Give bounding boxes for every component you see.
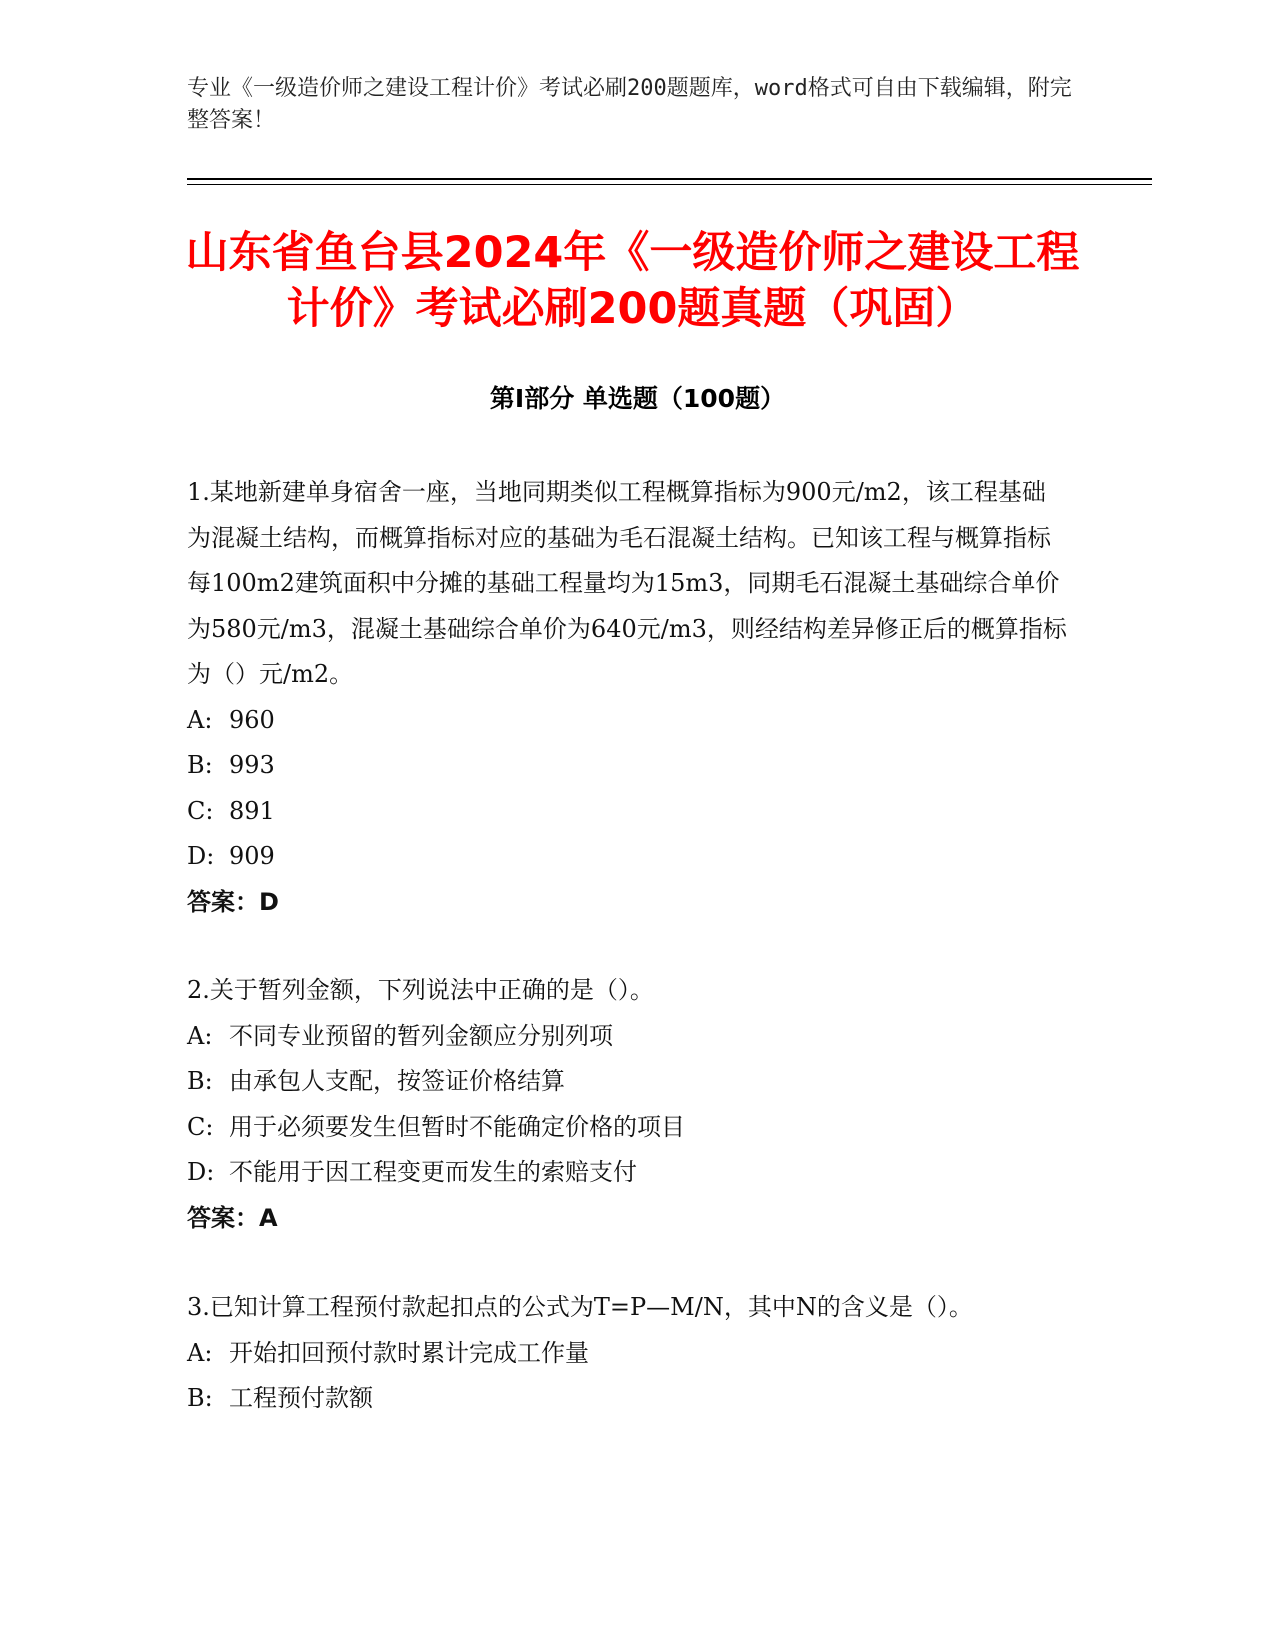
option-key: D:	[187, 842, 215, 870]
header-divider-thin	[187, 184, 1152, 185]
option-a	[187, 698, 1067, 744]
option-key: C:	[187, 796, 214, 825]
option-b	[187, 743, 1067, 789]
option-text: 不能用于因工程变更而发生的索赔支付	[229, 1158, 637, 1186]
option-text: 909	[229, 842, 275, 870]
option-a	[187, 1331, 1067, 1377]
option-key: B:	[187, 751, 213, 779]
question-stem: 1.某地新建单身宿舍一座，当地同期类似工程概算指标为900元/m2，该工程基础为混凝土结构，而概算指标对应的基础为毛石混凝土结构。已知该工程与概算指标每100m2建筑面积中分摊的基础工程量均为15m3，同期毛石混凝土基础综合单价为580元/m3，混凝土基础综合单价为640元/m3，则经结构差异修正后的概算指标为（）元/m2。	[187, 478, 1067, 688]
option-text: 960	[229, 705, 275, 734]
option-key: C:	[187, 1112, 214, 1141]
option-c	[187, 1105, 1067, 1151]
option-text: 由承包人支配，按签证价格结算	[229, 1067, 565, 1095]
question-2	[187, 968, 1067, 1241]
option-d	[187, 834, 1067, 880]
option-text: 891	[229, 796, 275, 825]
question-3	[187, 1285, 1067, 1422]
intro-text: 专业《一级造价师之建设工程计价》考试必刷200题题库，word格式可自由下载编辑，附完整答案！	[187, 76, 1072, 133]
question-stem: 3.已知计算工程预付款起扣点的公式为T=P—M/N，其中N的含义是（）。	[187, 1293, 973, 1321]
option-d	[187, 1150, 1067, 1196]
option-a	[187, 1014, 1067, 1060]
option-text: 开始扣回预付款时累计完成工作量	[229, 1338, 589, 1367]
question-1	[187, 470, 1067, 925]
option-c	[187, 789, 1067, 835]
option-b	[187, 1059, 1067, 1105]
section-heading: 第Ⅰ部分 单选题（100题）	[489, 384, 786, 413]
header-divider-thick	[187, 178, 1152, 180]
option-key: B:	[187, 1067, 213, 1095]
question-stem: 2.关于暂列金额，下列说法中正确的是（）。	[187, 976, 654, 1004]
option-key: A:	[187, 1338, 213, 1367]
option-key: D:	[187, 1158, 215, 1186]
answer-line: 答案：A	[187, 1203, 278, 1232]
option-key: B:	[187, 1384, 213, 1412]
option-key: A:	[187, 1021, 213, 1050]
option-text: 不同专业预留的暂列金额应分别列项	[229, 1021, 613, 1050]
document-title: 山东省鱼台县2024年《一级造价师之建设工程计价》考试必刷200题真题（巩固）	[185, 228, 1080, 334]
option-b	[187, 1376, 1067, 1422]
option-key: A:	[187, 705, 213, 734]
option-text: 工程预付款额	[229, 1384, 373, 1412]
answer-line: 答案：D	[187, 887, 279, 916]
option-text: 993	[229, 751, 275, 779]
option-text: 用于必须要发生但暂时不能确定价格的项目	[229, 1112, 685, 1141]
